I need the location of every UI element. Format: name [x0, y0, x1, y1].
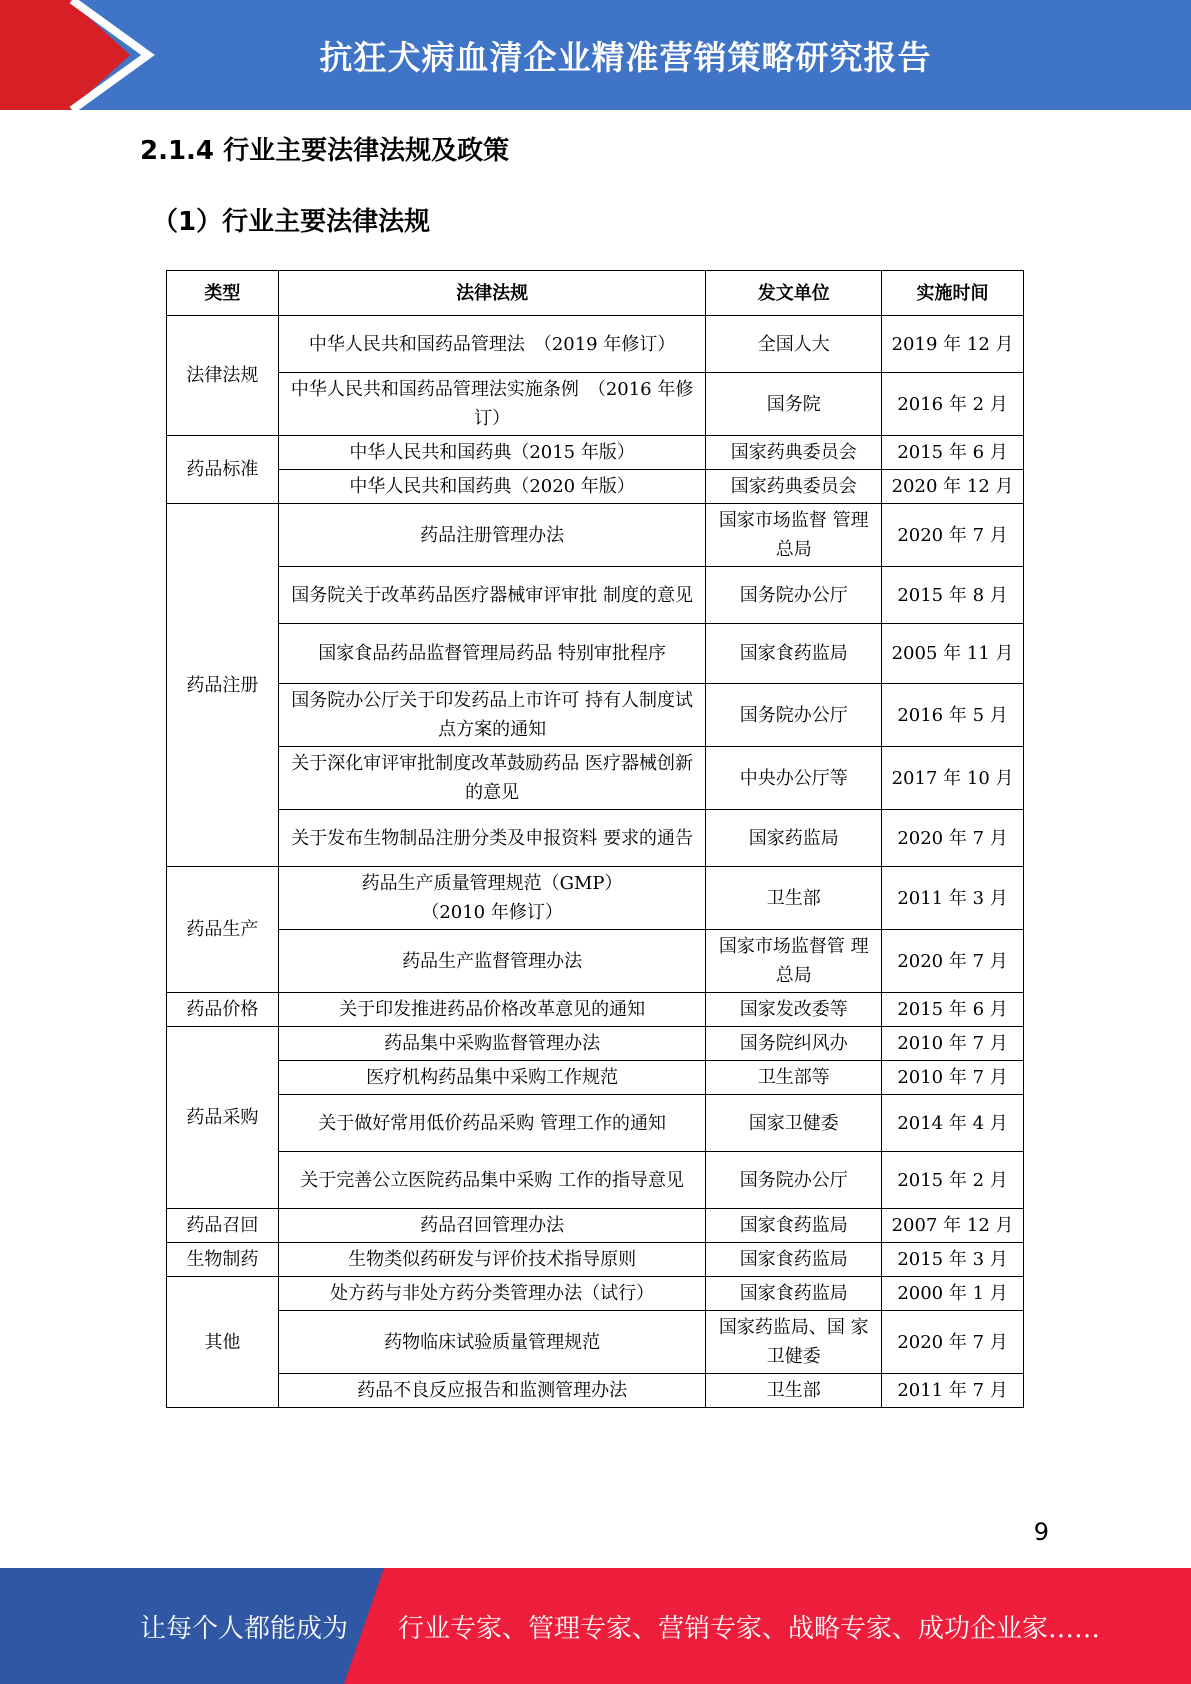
date-cell: 2020 年 7 月	[882, 930, 1024, 993]
table-row	[167, 624, 1024, 684]
date-cell: 2005 年 11 月	[882, 624, 1024, 684]
table-row	[167, 567, 1024, 624]
date-cell: 2015 年 6 月	[882, 993, 1024, 1027]
issuer-cell: 国家食药监局	[706, 624, 882, 684]
date-cell: 2015 年 2 月	[882, 1152, 1024, 1209]
regulation-cell: 医疗机构药品集中采购工作规范	[278, 1061, 705, 1095]
table-row	[167, 436, 1024, 470]
date-cell: 2015 年 3 月	[882, 1243, 1024, 1277]
date-cell: 2015 年 6 月	[882, 436, 1024, 470]
regulation-cell: 关于发布生物制品注册分类及申报资料 要求的通告	[278, 810, 705, 867]
regulation-cell: 药品不良反应报告和监测管理办法	[278, 1374, 705, 1408]
table-row	[167, 993, 1024, 1027]
regulations-table	[166, 270, 1024, 1408]
table-row	[167, 1061, 1024, 1095]
table-header-row	[167, 271, 1024, 316]
table-row	[167, 747, 1024, 810]
table-row	[167, 1152, 1024, 1209]
date-cell: 2017 年 10 月	[882, 747, 1024, 810]
regulation-cell: 药物临床试验质量管理规范	[278, 1311, 705, 1374]
table-row	[167, 1243, 1024, 1277]
issuer-cell: 国家药典委员会	[706, 470, 882, 504]
date-cell: 2019 年 12 月	[882, 316, 1024, 373]
header-banner	[0, 0, 1191, 110]
issuer-cell: 国家药典委员会	[706, 436, 882, 470]
issuer-cell: 国家食药监局	[706, 1243, 882, 1277]
table-row	[167, 1277, 1024, 1311]
table-row	[167, 684, 1024, 747]
regulation-cell: 药品生产质量管理规范（GMP） （2010 年修订）	[278, 867, 705, 930]
type-cell: 药品价格	[167, 993, 279, 1027]
date-cell: 2010 年 7 月	[882, 1061, 1024, 1095]
regulation-cell: 中华人民共和国药品管理法 （2019 年修订）	[278, 316, 705, 373]
type-cell: 法律法规	[167, 316, 279, 436]
table-row	[167, 930, 1024, 993]
table-row	[167, 867, 1024, 930]
table-row	[167, 1209, 1024, 1243]
date-cell: 2010 年 7 月	[882, 1027, 1024, 1061]
issuer-cell: 卫生部	[706, 867, 882, 930]
regulation-cell: 中华人民共和国药典（2020 年版）	[278, 470, 705, 504]
footer-slogan-left: 让每个人都能成为	[140, 1613, 349, 1644]
regulation-cell: 国家食品药品监督管理局药品 特别审批程序	[278, 624, 705, 684]
date-cell: 2020 年 7 月	[882, 504, 1024, 567]
type-cell: 药品注册	[167, 504, 279, 867]
report-title: 抗狂犬病血清企业精准营销策略研究报告	[319, 37, 932, 77]
column-header-regulation: 法律法规	[278, 271, 705, 316]
table-row	[167, 810, 1024, 867]
date-cell: 2015 年 8 月	[882, 567, 1024, 624]
column-header-type: 类型	[167, 271, 279, 316]
regulation-cell: 中华人民共和国药典（2015 年版）	[278, 436, 705, 470]
issuer-cell: 全国人大	[706, 316, 882, 373]
table-row	[167, 373, 1024, 436]
type-cell: 药品生产	[167, 867, 279, 993]
table-row	[167, 316, 1024, 373]
regulation-cell: 国务院办公厅关于印发药品上市许可 持有人制度试点方案的通知	[278, 684, 705, 747]
regulation-cell: 药品召回管理办法	[278, 1209, 705, 1243]
regulation-cell: 关于做好常用低价药品采购 管理工作的通知	[278, 1095, 705, 1152]
issuer-cell: 卫生部等	[706, 1061, 882, 1095]
regulation-cell: 生物类似药研发与评价技术指导原则	[278, 1243, 705, 1277]
issuer-cell: 中央办公厅等	[706, 747, 882, 810]
type-cell: 生物制药	[167, 1243, 279, 1277]
regulation-cell: 药品注册管理办法	[278, 504, 705, 567]
issuer-cell: 国家市场监督管 理总局	[706, 930, 882, 993]
issuer-cell: 国务院	[706, 373, 882, 436]
issuer-cell: 国家食药监局	[706, 1277, 882, 1311]
footer-slogan-right: 行业专家、管理专家、营销专家、战略专家、成功企业家……	[398, 1613, 1101, 1644]
issuer-cell: 国务院办公厅	[706, 1152, 882, 1209]
issuer-cell: 国家市场监督 管理总局	[706, 504, 882, 567]
issuer-cell: 国家药监局、国 家卫健委	[706, 1311, 882, 1374]
issuer-cell: 国家药监局	[706, 810, 882, 867]
date-cell: 2011 年 7 月	[882, 1374, 1024, 1408]
type-cell: 其他	[167, 1277, 279, 1408]
type-cell: 药品召回	[167, 1209, 279, 1243]
issuer-cell: 卫生部	[706, 1374, 882, 1408]
regulation-cell: 药品生产监督管理办法	[278, 930, 705, 993]
regulation-cell: 关于深化审评审批制度改革鼓励药品 医疗器械创新的意见	[278, 747, 705, 810]
footer-banner	[0, 1568, 1191, 1684]
table-row	[167, 1311, 1024, 1374]
table-row	[167, 504, 1024, 567]
regulation-cell: 关于印发推进药品价格改革意见的通知	[278, 993, 705, 1027]
issuer-cell: 国务院纠风办	[706, 1027, 882, 1061]
header-chevron-icon	[0, 0, 160, 110]
table-row	[167, 1095, 1024, 1152]
date-cell: 2016 年 5 月	[882, 684, 1024, 747]
type-cell: 药品标准	[167, 436, 279, 504]
date-cell: 2016 年 2 月	[882, 373, 1024, 436]
date-cell: 2020 年 7 月	[882, 810, 1024, 867]
regulation-cell: 关于完善公立医院药品集中采购 工作的指导意见	[278, 1152, 705, 1209]
table-row	[167, 1027, 1024, 1061]
regulation-cell: 国务院关于改革药品医疗器械审评审批 制度的意见	[278, 567, 705, 624]
table-row	[167, 470, 1024, 504]
subsection-title: （1）行业主要法律法规	[152, 207, 431, 237]
issuer-cell: 国家食药监局	[706, 1209, 882, 1243]
section-title: 2.1.4 行业主要法律法规及政策	[140, 136, 510, 166]
column-header-issuer: 发文单位	[706, 271, 882, 316]
regulation-cell: 中华人民共和国药品管理法实施条例 （2016 年修订）	[278, 373, 705, 436]
table-row	[167, 1374, 1024, 1408]
column-header-date: 实施时间	[882, 271, 1024, 316]
date-cell: 2007 年 12 月	[882, 1209, 1024, 1243]
issuer-cell: 国务院办公厅	[706, 567, 882, 624]
date-cell: 2020 年 7 月	[882, 1311, 1024, 1374]
date-cell: 2020 年 12 月	[882, 470, 1024, 504]
issuer-cell: 国务院办公厅	[706, 684, 882, 747]
date-cell: 2011 年 3 月	[882, 867, 1024, 930]
date-cell: 2000 年 1 月	[882, 1277, 1024, 1311]
type-cell: 药品采购	[167, 1027, 279, 1209]
page-number: 9	[1033, 1518, 1049, 1546]
issuer-cell: 国家发改委等	[706, 993, 882, 1027]
issuer-cell: 国家卫健委	[706, 1095, 882, 1152]
date-cell: 2014 年 4 月	[882, 1095, 1024, 1152]
regulation-cell: 处方药与非处方药分类管理办法（试行）	[278, 1277, 705, 1311]
regulation-cell: 药品集中采购监督管理办法	[278, 1027, 705, 1061]
